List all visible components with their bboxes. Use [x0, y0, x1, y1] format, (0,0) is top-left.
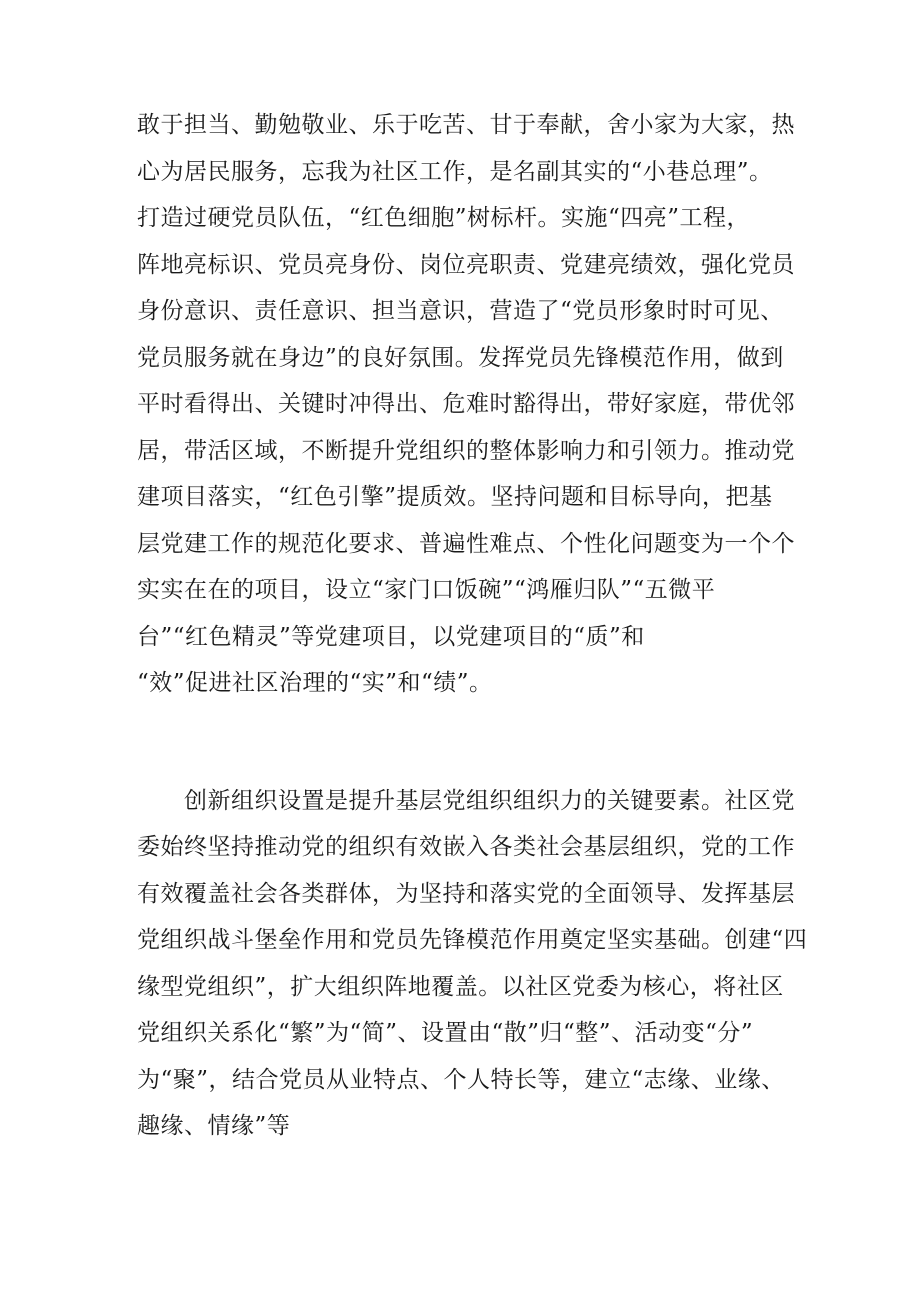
paragraph-line: 实实在在的项目，设立“家门口饭碗”“鸿雁归队”“五微平 — [137, 577, 716, 603]
paragraph-line: 打造过硬党员队伍，“红色细胞”树标杆。实施“四亮”工程， — [137, 205, 751, 231]
paragraph-line: 层党建工作的规范化要求、普遍性难点、个性化问题变为一个个 — [137, 531, 795, 557]
paragraph-line: 居，带活区域，不断提升党组织的整体影响力和引领力。推动党 — [137, 438, 795, 464]
paragraph-line: 台”“红色精灵”等党建项目，以党建项目的“质”和 — [137, 624, 645, 650]
paragraph-line: “效”促进社区治理的“实”和“绩”。 — [137, 670, 493, 696]
paragraph-line: 身份意识、责任意识、担当意识，营造了“党员形象时时可见、 — [137, 298, 784, 324]
paragraph-line: 创新组织设置是提升基层党组织组织力的关键要素。社区党 — [184, 788, 795, 814]
paragraph-line: 为“聚”，结合党员从业特点、个人特长等，建立“志缘、业缘、 — [137, 1067, 785, 1093]
paragraph-line: 趣缘、情缘”等 — [137, 1113, 291, 1139]
paragraph-line: 党组织关系化“繁”为“简”、设置由“散”归“整”、活动变“分” — [137, 1020, 754, 1046]
paragraph-line: 阵地亮标识、党员亮身份、岗位亮职责、党建亮绩效，强化党员 — [137, 252, 795, 278]
paragraph-line: 委始终坚持推动党的组织有效嵌入各类社会基层组织，党的工作 — [137, 834, 795, 860]
paragraph-line: 党员服务就在身边”的良好氛围。发挥党员先锋模范作用，做到 — [137, 345, 784, 371]
paragraph-line: 有效覆盖社会各类群体，为坚持和落实党的全面领导、发挥基层 — [137, 881, 795, 907]
paragraph-line: 平时看得出、关键时冲得出、危难时豁得出，带好家庭，带优邻 — [137, 391, 795, 417]
paragraph-line: 建项目落实，“红色引擎”提质效。坚持问题和目标导向，把基 — [137, 484, 773, 510]
paragraph-line: 缘型党组织”，扩大组织阵地覆盖。以社区党委为核心，将社区 — [137, 974, 784, 1000]
paragraph-line: 敢于担当、勤勉敬业、乐于吃苦、甘于奉献，舍小家为大家，热 — [137, 112, 795, 138]
paragraph-line: 党组织战斗堡垒作用和党员先锋模范作用奠定坚实基础。创建“四 — [137, 927, 808, 953]
paragraph-line: 心为居民服务，忘我为社区工作，是名副其实的“小巷总理”。 — [137, 159, 773, 185]
